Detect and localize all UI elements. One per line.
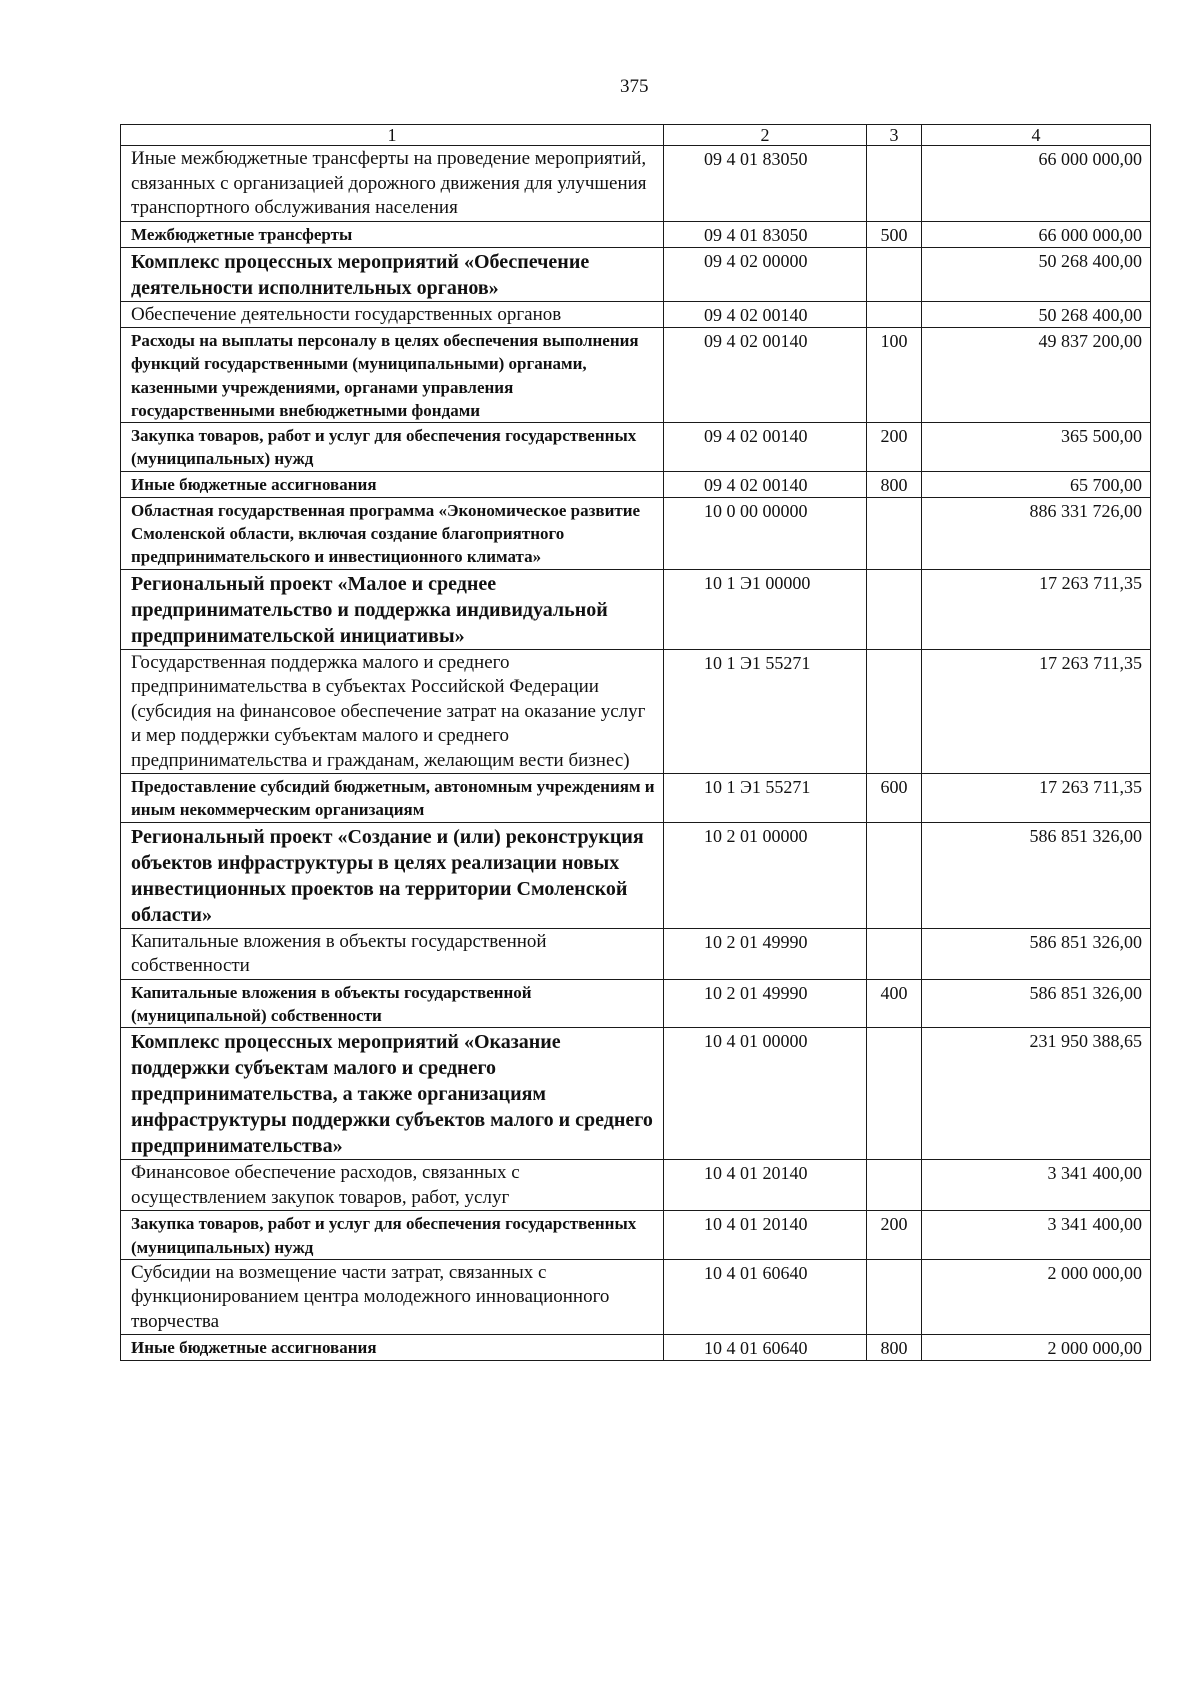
row-code-cell: 09 4 02 00140	[664, 423, 867, 472]
row-code-cell: 10 4 01 60640	[664, 1335, 867, 1361]
row-type-cell: 100	[867, 328, 922, 423]
page-number: 375	[620, 76, 649, 97]
row-type-cell	[867, 649, 922, 774]
header-cell-1: 1	[121, 125, 664, 146]
row-name-cell: Иные бюджетные ассигнования	[121, 471, 664, 497]
row-amount-cell: 65 700,00	[922, 471, 1151, 497]
header-cell-4: 4	[922, 125, 1151, 146]
table-row	[121, 649, 1151, 774]
row-name-cell: Закупка товаров, работ и услуг для обеспечения государственных (муниципальных) нужд	[121, 423, 664, 472]
row-amount-cell: 17 263 711,35	[922, 569, 1151, 649]
table-row	[121, 928, 1151, 979]
row-amount-cell: 49 837 200,00	[922, 328, 1151, 423]
table-row	[121, 1028, 1151, 1160]
row-type-cell: 200	[867, 423, 922, 472]
row-type-cell: 800	[867, 471, 922, 497]
header-cell-3: 3	[867, 125, 922, 146]
row-amount-cell: 3 341 400,00	[922, 1211, 1151, 1260]
row-amount-cell: 2 000 000,00	[922, 1259, 1151, 1335]
table-row	[121, 497, 1151, 569]
row-name-cell: Государственная поддержка малого и среднего предпринимательства в субъектах Российской Федерации (субсидия на финансовое обеспечение затрат на оказание услуг и мер поддержки субъектам малого и среднего предпринимательства и гражданам, желающим вести бизнес)	[121, 649, 664, 774]
table-row	[121, 423, 1151, 472]
row-type-cell	[867, 822, 922, 928]
table-row	[121, 1259, 1151, 1335]
row-type-cell: 800	[867, 1335, 922, 1361]
row-name-cell: Комплекс процессных мероприятий «Оказание поддержки субъектам малого и среднего предпринимательства, а также организациям инфраструктуры поддержки субъектов малого и среднего предпринимательства»	[121, 1028, 664, 1160]
row-amount-cell: 17 263 711,35	[922, 774, 1151, 823]
row-type-cell: 200	[867, 1211, 922, 1260]
row-type-cell	[867, 928, 922, 979]
row-name-cell: Иные межбюджетные трансферты на проведение мероприятий, связанных с организацией дорожного движения для улучшения транспортного обслуживания населения	[121, 146, 664, 222]
row-type-cell	[867, 1259, 922, 1335]
table-body	[121, 125, 1151, 1361]
header-cell-2: 2	[664, 125, 867, 146]
row-type-cell	[867, 1160, 922, 1211]
row-amount-cell: 66 000 000,00	[922, 146, 1151, 222]
table-row	[121, 471, 1151, 497]
row-code-cell: 10 4 01 20140	[664, 1211, 867, 1260]
table-row	[121, 301, 1151, 328]
row-code-cell: 10 4 01 20140	[664, 1160, 867, 1211]
table-row	[121, 569, 1151, 649]
row-code-cell: 10 1 Э1 55271	[664, 649, 867, 774]
row-code-cell: 09 4 01 83050	[664, 221, 867, 247]
row-amount-cell: 365 500,00	[922, 423, 1151, 472]
row-code-cell: 09 4 01 83050	[664, 146, 867, 222]
row-type-cell	[867, 247, 922, 301]
row-code-cell: 10 1 Э1 00000	[664, 569, 867, 649]
row-name-cell: Региональный проект «Создание и (или) реконструкция объектов инфраструктуры в целях реализации новых инвестиционных проектов на территории Смоленской области»	[121, 822, 664, 928]
row-amount-cell: 66 000 000,00	[922, 221, 1151, 247]
table-row	[121, 221, 1151, 247]
row-type-cell: 400	[867, 979, 922, 1028]
row-name-cell: Финансовое обеспечение расходов, связанных с осуществлением закупок товаров, работ, услуг	[121, 1160, 664, 1211]
row-amount-cell: 886 331 726,00	[922, 497, 1151, 569]
row-type-cell: 500	[867, 221, 922, 247]
row-amount-cell: 586 851 326,00	[922, 928, 1151, 979]
row-name-cell: Капитальные вложения в объекты государственной (муниципальной) собственности	[121, 979, 664, 1028]
row-code-cell: 10 4 01 00000	[664, 1028, 867, 1160]
row-code-cell: 09 4 02 00000	[664, 247, 867, 301]
table-row	[121, 822, 1151, 928]
row-name-cell: Субсидии на возмещение части затрат, связанных с функционированием центра молодежного инновационного творчества	[121, 1259, 664, 1335]
row-name-cell: Предоставление субсидий бюджетным, автономным учреждениям и иным некоммерческим организациям	[121, 774, 664, 823]
row-code-cell: 09 4 02 00140	[664, 328, 867, 423]
row-type-cell	[867, 497, 922, 569]
row-name-cell: Межбюджетные трансферты	[121, 221, 664, 247]
row-amount-cell: 50 268 400,00	[922, 247, 1151, 301]
row-code-cell: 09 4 02 00140	[664, 301, 867, 328]
row-type-cell	[867, 146, 922, 222]
row-name-cell: Закупка товаров, работ и услуг для обеспечения государственных (муниципальных) нужд	[121, 1211, 664, 1260]
table-row	[121, 328, 1151, 423]
row-code-cell: 09 4 02 00140	[664, 471, 867, 497]
row-type-cell	[867, 569, 922, 649]
row-name-cell: Обеспечение деятельности государственных органов	[121, 301, 664, 328]
row-code-cell: 10 1 Э1 55271	[664, 774, 867, 823]
table-row	[121, 774, 1151, 823]
row-amount-cell: 586 851 326,00	[922, 979, 1151, 1028]
row-name-cell: Капитальные вложения в объекты государственной собственности	[121, 928, 664, 979]
table-row	[121, 1335, 1151, 1361]
row-code-cell: 10 2 01 00000	[664, 822, 867, 928]
row-amount-cell: 2 000 000,00	[922, 1335, 1151, 1361]
row-name-cell: Иные бюджетные ассигнования	[121, 1335, 664, 1361]
row-code-cell: 10 2 01 49990	[664, 928, 867, 979]
row-amount-cell: 3 341 400,00	[922, 1160, 1151, 1211]
row-code-cell: 10 4 01 60640	[664, 1259, 867, 1335]
row-type-cell	[867, 301, 922, 328]
row-code-cell: 10 2 01 49990	[664, 979, 867, 1028]
table-row	[121, 1160, 1151, 1211]
row-code-cell: 10 0 00 00000	[664, 497, 867, 569]
table-row	[121, 1211, 1151, 1260]
row-name-cell: Областная государственная программа «Экономическое развитие Смоленской области, включая создание благоприятного предпринимательского и инвестиционного климата»	[121, 497, 664, 569]
budget-table	[120, 124, 1151, 1361]
table-row	[121, 146, 1151, 222]
row-amount-cell: 231 950 388,65	[922, 1028, 1151, 1160]
table-row	[121, 247, 1151, 301]
row-type-cell	[867, 1028, 922, 1160]
row-type-cell: 600	[867, 774, 922, 823]
row-name-cell: Комплекс процессных мероприятий «Обеспечение деятельности исполнительных органов»	[121, 247, 664, 301]
row-amount-cell: 586 851 326,00	[922, 822, 1151, 928]
row-amount-cell: 17 263 711,35	[922, 649, 1151, 774]
row-name-cell: Расходы на выплаты персоналу в целях обеспечения выполнения функций государственными (муниципальными) органами, казенными учреждениями, органами управления государственными внебюджетными фондами	[121, 328, 664, 423]
row-name-cell: Региональный проект «Малое и среднее предпринимательство и поддержка индивидуальной предпринимательской инициативы»	[121, 569, 664, 649]
row-amount-cell: 50 268 400,00	[922, 301, 1151, 328]
table-header-row	[121, 125, 1151, 146]
table-row	[121, 979, 1151, 1028]
